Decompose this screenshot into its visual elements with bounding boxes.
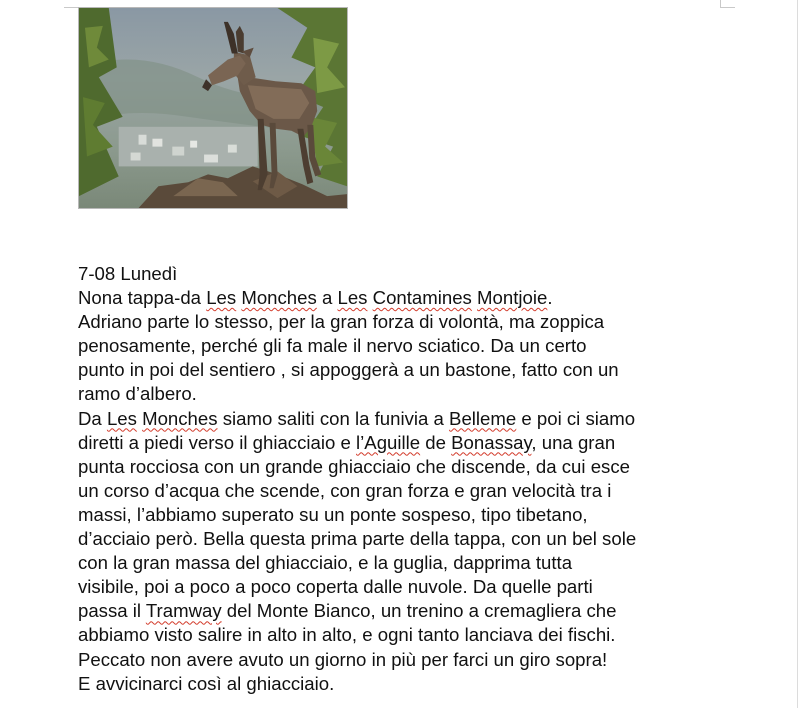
spellcheck-word[interactable]: Les: [206, 287, 237, 309]
text-line: E avvicinarci così al ghiacciaio.: [78, 672, 335, 694]
text-line: Peccato non avere avuto un giorno in più per farci un giro sopra!: [78, 648, 608, 670]
spellcheck-word[interactable]: Belleme: [449, 407, 517, 429]
text-line: punta rocciosa con un grande ghiacciaio che discende, da cui esce: [78, 455, 630, 477]
text-line: ramo d’albero.: [78, 383, 197, 405]
text-line: passa il Tramway del Monte Bianco, un trenino a cremagliera che: [78, 600, 617, 622]
text-line: diretti a piedi verso il ghiacciaio e l’Aguille de Bonassay, una gran: [78, 431, 616, 453]
spellcheck-word[interactable]: Les: [106, 407, 137, 429]
spellcheck-word[interactable]: Monches: [142, 407, 218, 429]
margin-corner-mark-right: [720, 0, 735, 8]
spellcheck-word[interactable]: Tramway: [145, 600, 222, 622]
date-line: 7-08 Lunedì: [78, 263, 178, 284]
spellcheck-word[interactable]: l’Aguille: [356, 431, 421, 453]
text-line: un corso d’acqua che scende, con gran forza e gran velocità tra i: [78, 479, 612, 501]
margin-corner-mark-left: [64, 0, 78, 8]
text-line: d’acciaio però. Bella questa prima parte della tappa, con un bel sole: [78, 528, 637, 550]
spellcheck-word[interactable]: Contamines: [372, 287, 472, 309]
text-line: massi, l’abbiamo superato su un ponte sospeso, tipo tibetano,: [78, 503, 588, 525]
spellcheck-word[interactable]: Montjoie: [477, 287, 548, 309]
spellcheck-word[interactable]: Monches: [241, 287, 317, 309]
text-line: visibile, poi a poco a poco coperta dalle nuvole. Da quelle parti: [78, 576, 593, 598]
text-line: penosamente, perché gli fa male il nervo sciatico. Da un certo: [78, 335, 587, 357]
text-line: punto in poi del sentiero , si appoggerà a un bastone, fatto con un: [78, 359, 619, 381]
spellcheck-word[interactable]: Les: [337, 287, 368, 309]
text-line: Adriano parte lo stesso, per la gran forza di volontà, ma zoppica: [78, 311, 605, 333]
text-line: abbiamo visto salire in alto in alto, e ogni tanto lanciava dei fischi.: [78, 624, 616, 646]
stage-title-line: Nona tappa-da Les Monches a Les Contamines Montjoie.: [78, 287, 553, 309]
ibex-photo-drawing: [79, 8, 347, 208]
text-line: con la gran massa del ghiacciaio, e la guglia, dapprima tutta: [78, 552, 573, 574]
ibex-photo[interactable]: [78, 7, 348, 209]
spellcheck-word[interactable]: Bonassay: [451, 431, 532, 453]
text-line: Da Les Monches siamo saliti con la funivia a Belleme e poi ci siamo: [78, 407, 636, 429]
diary-text[interactable]: [78, 262, 738, 696]
